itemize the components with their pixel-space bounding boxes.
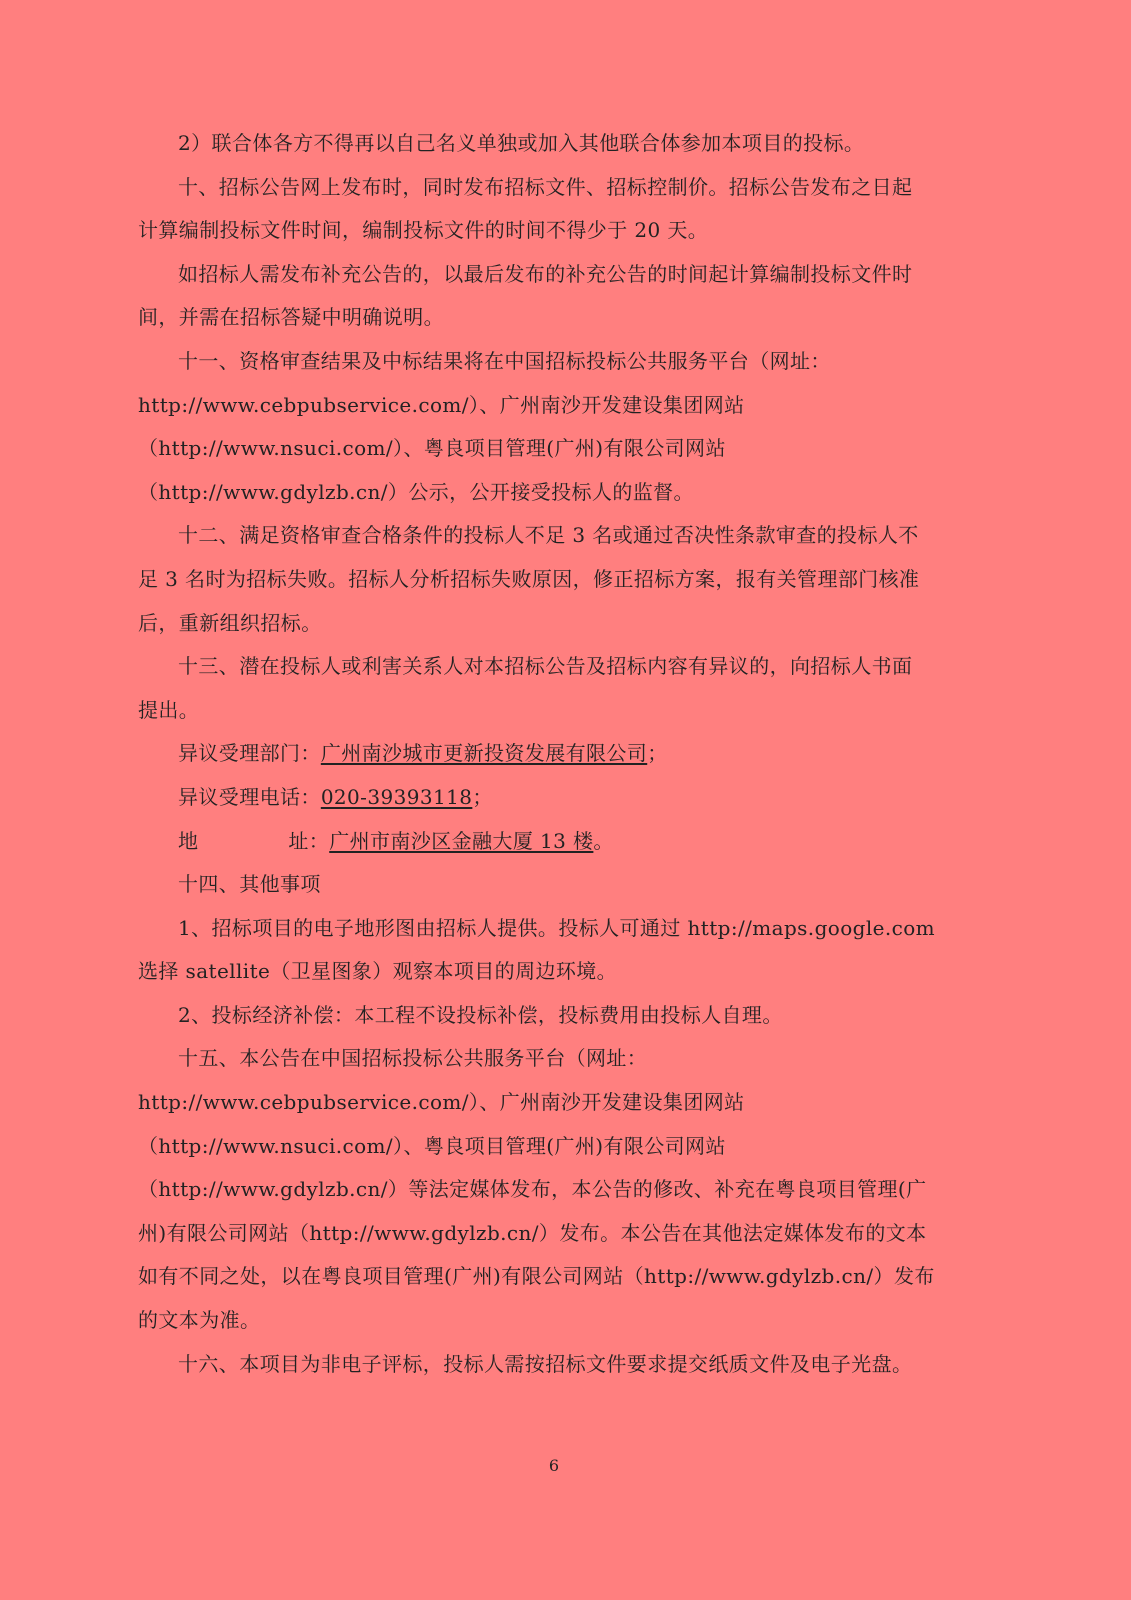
paragraph-line: 间，并需在招标答疑中明确说明。 <box>138 305 444 330</box>
objection-phone-label: 异议受理电话： <box>178 784 321 809</box>
paragraph-line: 如招标人需发布补充公告的，以最后发布的补充公告的时间起计算编制投标文件时 <box>178 261 913 286</box>
objection-address-value: 广州市南沙区金融大厦 13 楼 <box>329 828 594 853</box>
paragraph-line: 提出。 <box>138 697 200 722</box>
paragraph-line: 选择 satellite（卫星图象）观察本项目的周边环境。 <box>138 959 618 984</box>
objection-address-end: 。 <box>593 828 614 853</box>
paragraph-line: http://www.cebpubservice.com/）、广州南沙开发建设集团网站 <box>138 392 745 417</box>
paragraph-line: （http://www.nsuci.com/）、粤良项目管理(广州)有限公司网站 <box>138 1133 726 1158</box>
objection-phone-value: 020-39393118 <box>320 784 473 809</box>
paragraph-line: 2）联合体各方不得再以自己名义单独或加入其他联合体参加本项目的投标。 <box>178 131 865 155</box>
objection-department-label: 异议受理部门： <box>178 741 321 766</box>
page-number: 6 <box>548 1456 560 1475</box>
paragraph-line: 如有不同之处，以在粤良项目管理(广州)有限公司网站（http://www.gdylzb.cn/）发布 <box>138 1264 935 1289</box>
paragraph-line: 十、招标公告网上发布时，同时发布招标文件、招标控制价。招标公告发布之日起 <box>178 174 913 199</box>
objection-department-value: 广州南沙城市更新投资发展有限公司 <box>320 741 648 766</box>
objection-phone-line <box>138 776 988 820</box>
paragraph-line: 十六、本项目为非电子评标，投标人需按招标文件要求提交纸质文件及电子光盘。 <box>178 1351 913 1376</box>
paragraph-line: 的文本为准。 <box>138 1308 261 1333</box>
objection-phone-end: ； <box>472 784 493 809</box>
section-heading: 十四、其他事项 <box>178 872 321 897</box>
paragraph-line: http://www.cebpubservice.com/）、广州南沙开发建设集团网站 <box>138 1090 745 1115</box>
objection-department-line <box>138 732 988 776</box>
paragraph-line: 十五、本公告在中国招标投标公共服务平台（网址： <box>178 1046 648 1071</box>
paragraph-line: 计算编制投标文件时间，编制投标文件的时间不得少于 20 天。 <box>138 218 709 243</box>
paragraph-line: 十一、资格审查结果及中标结果将在中国招标投标公共服务平台（网址： <box>178 348 831 373</box>
paragraph-line: 2、投标经济补偿：本工程不设投标补偿，投标费用由投标人自理。 <box>178 1002 783 1027</box>
paragraph-line: 1、招标项目的电子地形图由招标人提供。投标人可通过 http://maps.google.com <box>178 915 936 940</box>
objection-address-label-2: 址： <box>288 828 330 853</box>
paragraph-line: 十二、满足资格审查合格条件的投标人不足 3 名或通过否决性条款审查的投标人不 <box>178 523 919 548</box>
paragraph-line: （http://www.gdylzb.cn/）公示，公开接受投标人的监督。 <box>138 479 694 504</box>
paragraph-line: 足 3 名时为招标失败。招标人分析招标失败原因，修正招标方案，报有关管理部门核准 <box>138 566 920 591</box>
paragraph-line: 州)有限公司网站（http://www.gdylzb.cn/）发布。本公告在其他法定媒体发布的文本 <box>138 1220 927 1245</box>
objection-address-label-1: 地 <box>178 828 199 853</box>
paragraph-line: 后，重新组织招标。 <box>138 610 322 635</box>
document-body <box>138 122 988 1386</box>
paragraph-line: 十三、潜在投标人或利害关系人对本招标公告及招标内容有异议的，向招标人书面 <box>178 654 913 679</box>
paragraph-line: （http://www.gdylzb.cn/）等法定媒体发布，本公告的修改、补充在粤良项目管理(广 <box>138 1177 927 1202</box>
objection-address-line <box>138 820 988 864</box>
objection-department-end: ； <box>647 741 668 766</box>
paragraph-line: （http://www.nsuci.com/）、粤良项目管理(广州)有限公司网站 <box>138 436 726 461</box>
